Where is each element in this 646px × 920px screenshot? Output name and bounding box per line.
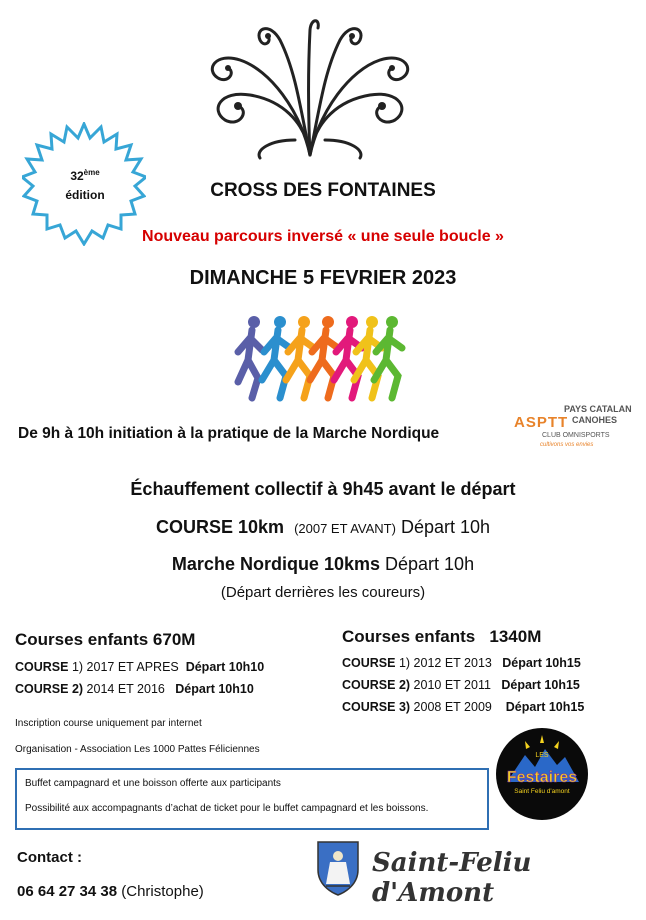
festaires-top: LES bbox=[535, 752, 549, 759]
kids-right-row-3 bbox=[342, 700, 584, 714]
festaires-sub: Saint Feliu d'amont bbox=[514, 788, 570, 795]
row-depart: Départ 10h15 bbox=[501, 678, 580, 692]
row-depart: Départ 10h10 bbox=[175, 682, 254, 696]
event-title: CROSS DES FONTAINES bbox=[210, 180, 436, 201]
row-years: 2008 ET 2009 bbox=[410, 700, 492, 714]
row-label: COURSE 2) bbox=[342, 678, 411, 692]
row-depart: Départ 10h15 bbox=[502, 656, 581, 670]
festaires-logo bbox=[495, 727, 589, 821]
kids-right-heading-a: Courses enfants bbox=[342, 627, 476, 646]
course-10k-category: (2007 ET AVANT) bbox=[294, 521, 396, 536]
event-date: DIMANCHE 5 FEVRIER 2023 bbox=[189, 267, 457, 289]
nordic-depart: Départ 10h bbox=[385, 554, 475, 574]
runners-illustration bbox=[232, 312, 410, 404]
kids-left-row-1 bbox=[15, 660, 264, 674]
buffet-line-1: Buffet campagnard et une boisson offerte aux participants bbox=[25, 778, 281, 789]
row-years: 2010 ET 2011 bbox=[410, 678, 491, 692]
kids-left-row-2 bbox=[15, 682, 254, 696]
row-depart: Départ 10h10 bbox=[185, 660, 265, 674]
asptt-line2: CANOHES bbox=[572, 415, 618, 425]
row-years: 2017 ET APRES bbox=[83, 660, 179, 674]
nordic-initiation-text: De 9h à 10h initiation à la pratique de la Marche Nordique bbox=[18, 425, 440, 442]
inscription-note: Inscription course uniquement par internet bbox=[15, 718, 202, 729]
nordic-note: (Départ derrières les coureurs) bbox=[220, 584, 426, 601]
town-signature: Saint-Feliu d'Amont bbox=[372, 848, 532, 908]
kids-left-heading: Courses enfants 670M bbox=[15, 630, 196, 649]
town-coat-of-arms bbox=[316, 840, 360, 896]
swirl-ornament bbox=[200, 10, 420, 160]
buffet-box bbox=[15, 768, 489, 830]
kids-right-heading-b: 1340M bbox=[489, 627, 542, 646]
contact-phone-line bbox=[17, 883, 204, 900]
asptt-logo bbox=[510, 402, 640, 458]
kids-right-heading bbox=[342, 627, 541, 647]
row-years: 2014 ET 2016 bbox=[83, 682, 165, 696]
row-label: COURSE bbox=[15, 660, 69, 674]
event-subtitle: Nouveau parcours inversé « une seule boucle » bbox=[142, 228, 504, 245]
row-num: 1) bbox=[395, 656, 411, 670]
edition-word: édition bbox=[65, 188, 105, 202]
row-label: COURSE bbox=[342, 656, 396, 670]
asptt-line3: CLUB OMNISPORTS bbox=[542, 432, 610, 439]
contact-name: (Christophe) bbox=[121, 883, 204, 900]
edition-number: 32 bbox=[70, 169, 84, 183]
row-label: COURSE 2) bbox=[15, 682, 84, 696]
contact-phone: 06 64 27 34 38 bbox=[17, 883, 118, 900]
row-years: 2012 ET 2013 bbox=[410, 656, 492, 670]
asptt-line4: cultivons vos envies bbox=[540, 442, 594, 448]
course-10k-depart: Départ 10h bbox=[400, 517, 491, 537]
nordic-name: Marche Nordique 10kms bbox=[171, 554, 380, 574]
asptt-brand: ASPTT bbox=[514, 414, 569, 431]
warmup-text: Échauffement collectif à 9h45 avant le départ bbox=[130, 479, 516, 499]
course-10k-line bbox=[0, 517, 646, 538]
kids-right-row-2 bbox=[342, 678, 580, 692]
contact-label: Contact : bbox=[17, 849, 82, 866]
course-10k-name: COURSE 10km bbox=[155, 517, 285, 537]
organisation-note: Organisation - Association Les 1000 Pattes Féliciennes bbox=[15, 744, 260, 755]
kids-right-row-1 bbox=[342, 656, 581, 670]
buffet-line-2: Possibilité aux accompagnants d’achat de ticket pour le buffet campagnard et les boissons. bbox=[25, 803, 429, 814]
row-depart: Départ 10h15 bbox=[505, 700, 585, 714]
nordic-line bbox=[0, 554, 646, 575]
asptt-line1: PAYS CATALAN bbox=[564, 404, 632, 414]
festaires-name: Festaires bbox=[506, 769, 578, 786]
row-num: 1) bbox=[68, 660, 84, 674]
edition-suffix: ème bbox=[83, 168, 100, 177]
row-label: COURSE 3) bbox=[342, 700, 411, 714]
